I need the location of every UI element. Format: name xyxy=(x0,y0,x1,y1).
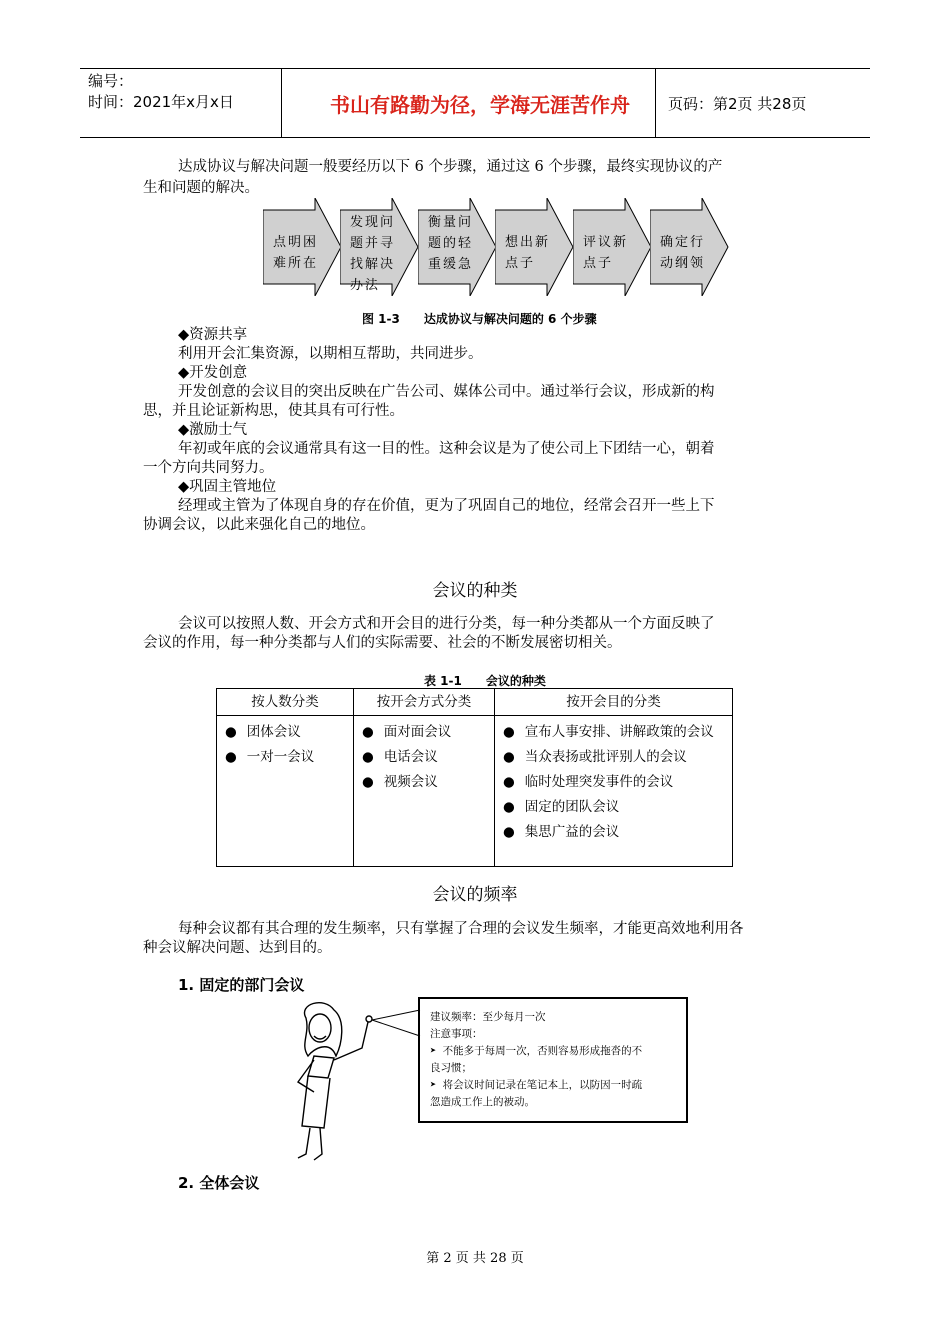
list-item: ● 电话会议 xyxy=(362,747,494,772)
list-item: ● 集思广益的会议 xyxy=(503,822,732,847)
section-heading-frequency: 会议的频率 xyxy=(432,885,518,905)
callout-line: 建议频率：至少每月一次 xyxy=(430,1011,546,1023)
list-item: ● 当众表扬或批评别人的会议 xyxy=(503,747,732,772)
intro-line-2: 生和问题的解决。 xyxy=(143,180,259,196)
header-divider xyxy=(281,69,282,137)
purpose-title: ◆开发创意 xyxy=(178,365,248,381)
table-cell xyxy=(354,716,495,867)
time-label: 时间：2021年x月x日 xyxy=(88,93,234,111)
intro-line-1: 达成协议与解决问题一般要经历以下 6 个步骤，通过这 6 个步骤，最终实现协议的产 xyxy=(178,159,723,175)
table-row xyxy=(217,716,733,867)
purpose-text: 年初或年底的会议通常具有这一目的性。这种会议是为了使公司上下团结一心，朝着 xyxy=(178,441,715,457)
meeting-types-table xyxy=(216,688,733,867)
list-item: ● 一对一会议 xyxy=(225,747,353,772)
purpose-title: ◆巩固主管地位 xyxy=(178,479,277,495)
callout-line: 良习惯； xyxy=(430,1062,472,1074)
page-indicator: 页码：第2页 共28页 xyxy=(668,95,807,113)
flow-step xyxy=(495,198,575,296)
table-cell xyxy=(495,716,733,867)
list-item: ● 宣布人事安排、讲解政策的会议 xyxy=(503,722,732,747)
list-item: ● 临时处理突发事件的会议 xyxy=(503,772,732,797)
header-meta xyxy=(88,71,234,113)
purpose-text: 一个方向共同努力。 xyxy=(143,460,274,476)
section-heading-types: 会议的种类 xyxy=(432,581,518,601)
purpose-title: ◆激励士气 xyxy=(178,422,248,438)
frequency-callout xyxy=(418,997,688,1123)
types-para-1: 会议可以按照人数、开会方式和开会目的进行分类，每一种分类都从一个方面反映了 xyxy=(178,616,715,632)
table-cell xyxy=(217,716,354,867)
purpose-text: 经理或主管为了体现自身的存在价值，更为了巩固自己的地位，经常会召开一些上下 xyxy=(178,498,715,514)
callout-line: ➤ 不能多于每周一次，否则容易形成拖沓的不 xyxy=(430,1045,643,1057)
list-item: ● 面对面会议 xyxy=(362,722,494,747)
flow-step-label: 发现问题并寻找解决办法 xyxy=(350,215,396,293)
table-header-row xyxy=(217,689,733,716)
callout-text xyxy=(430,1009,680,1111)
freq-para-1: 每种会议都有其合理的发生频率，只有掌握了合理的会议发生频率，才能更高效地利用各 xyxy=(178,921,744,937)
callout-line: 注意事项： xyxy=(430,1028,483,1040)
page-footer: 第 2 页 共 28 页 xyxy=(426,1251,524,1266)
callout-line: ➤ 将会议时间记录在笔记本上，以防因一时疏 xyxy=(430,1079,643,1091)
subheading-all-hands-meeting: 2. 全体会议 xyxy=(178,1174,260,1192)
freq-para-2: 种会议解决问题、达到目的。 xyxy=(143,940,332,956)
flow-step xyxy=(263,198,343,296)
flow-step-label: 衡量问题的轻重缓急 xyxy=(428,215,474,272)
document-header xyxy=(80,68,870,138)
purpose-text: 协调会议，以此来强化自己的地位。 xyxy=(143,517,375,533)
flow-step xyxy=(650,198,730,296)
flow-step-label: 点明困难所在 xyxy=(273,235,319,271)
list-item: ● 团体会议 xyxy=(225,722,353,747)
flow-step-label: 确定行动纲领 xyxy=(660,235,706,271)
purpose-text: 思，并且论证新构思，使其具有可行性。 xyxy=(143,403,404,419)
purpose-text: 利用开会汇集资源，以期相互帮助，共同进步。 xyxy=(178,346,483,362)
list-item: ● 固定的团队会议 xyxy=(503,797,732,822)
flow-step xyxy=(573,198,653,296)
purpose-text: 开发创意的会议目的突出反映在广告公司、媒体公司中。通过举行会议，形成新的构 xyxy=(178,384,715,400)
presenter-illustration xyxy=(284,996,424,1168)
number-label: 编号： xyxy=(88,72,134,90)
subheading-department-meeting: 1. 固定的部门会议 xyxy=(178,976,305,994)
column-header: 按人数分类 xyxy=(217,689,354,716)
flow-step xyxy=(418,198,498,296)
flow-step xyxy=(340,198,420,296)
figure-caption: 图 1-3 达成协议与解决问题的 6 个步骤 xyxy=(362,312,597,326)
column-header: 按开会目的分类 xyxy=(495,689,733,716)
header-motto: 书山有路勤为径，学海无涯苦作舟 xyxy=(330,93,630,117)
types-para-2: 会议的作用，每一种分类都与人们的实际需要、社会的不断发展密切相关。 xyxy=(143,635,622,651)
column-header: 按开会方式分类 xyxy=(354,689,495,716)
callout-line: 忽造成工作上的被动。 xyxy=(430,1096,535,1108)
table-caption: 表 1-1 会议的种类 xyxy=(424,674,546,688)
list-item: ● 视频会议 xyxy=(362,772,494,797)
purpose-title: ◆资源共享 xyxy=(178,327,248,343)
flow-step-label: 想出新点子 xyxy=(505,235,551,271)
flow-step-label: 评议新点子 xyxy=(583,235,629,271)
